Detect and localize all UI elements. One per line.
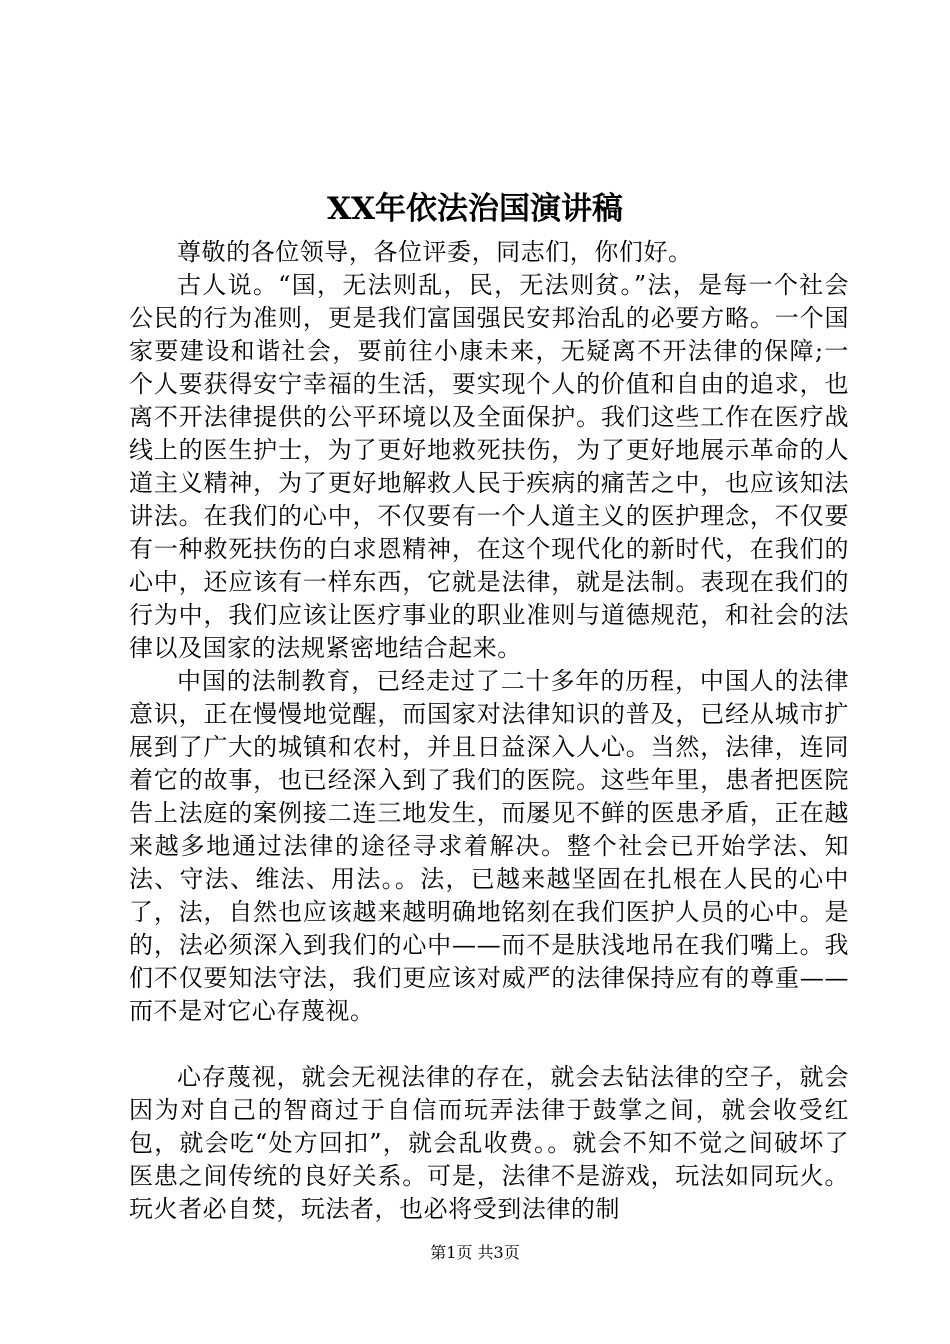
document-title: XX年依法治国演讲稿 [326,191,624,227]
document-body [129,236,849,1226]
paragraph-contempt-consequences: 心存蔑视，就会无视法律的存在，就会去钻法律的空子，就会因为对自己的智商过于自信而玩弄法律于鼓掌之间，就会收受红包，就会吃“处方回扣”，就会乱收费。。就会不知不觉之间破坏了医患之间传统的良好关系。可是，法律不是游戏，玩法如同玩火。玩火者必自焚，玩法者，也必将受到法律的制 [129,1063,849,1223]
paragraph-legal-education: 中国的法制教育，已经走过了二十多年的历程，中国人的法律意识，正在慢慢地觉醒，而国家对法律知识的普及，已经从城市扩展到了广大的城镇和农村，并且日益深入人心。当然，法律，连同着它的故事，也已经深入到了我们的医院。这些年里，患者把医院告上法庭的案例接二连三地发生，而屡见不鲜的医患矛盾，正在越来越多地通过法律的途径寻求着解决。整个社会已开始学法、知法、守法、维法、用法。。法，已越来越坚固在扎根在人民的心中了，法，自然也应该越来越明确地铭刻在我们医护人员的心中。是的，法必须深入到我们的心中——而不是肤浅地吊在我们嘴上。我们不仅要知法守法，我们更应该对威严的法律保持应有的尊重——而不是对它心存蔑视。 [129,667,849,1025]
paragraph-greeting: 尊敬的各位领导，各位评委，同志们，你们好。 [177,238,693,266]
paragraph-law-importance: 古人说。“国，无法则乱，民，无法则贫。”法，是每一个社会公民的行为准则，更是我们富国强民安邦治乱的必要方略。一个国家要建设和谐社会，要前往小康未来，无疑离不开法律的保障;一个人要获得安宁幸福的生活，要实现个人的价值和自由的追求，也离不开法律提供的公平环境以及全面保护。我们这些工作在医疗战线上的医生护士，为了更好地救死扶伤，为了更好地展示革命的人道主义精神，为了更好地解救人民于疾病的痛苦之中，也应该知法讲法。在我们的心中，不仅要有一个人道主义的医护理念，不仅要有一种救死扶伤的白求恩精神，在这个现代化的新时代，在我们的心中，还应该有一样东西，它就是法律，就是法制。表现在我们的行为中，我们应该让医疗事业的职业准则与道德规范，和社会的法律以及国家的法规紧密地结合起来。 [129,271,849,662]
page-footer: 第1页 共3页 [430,1243,520,1262]
